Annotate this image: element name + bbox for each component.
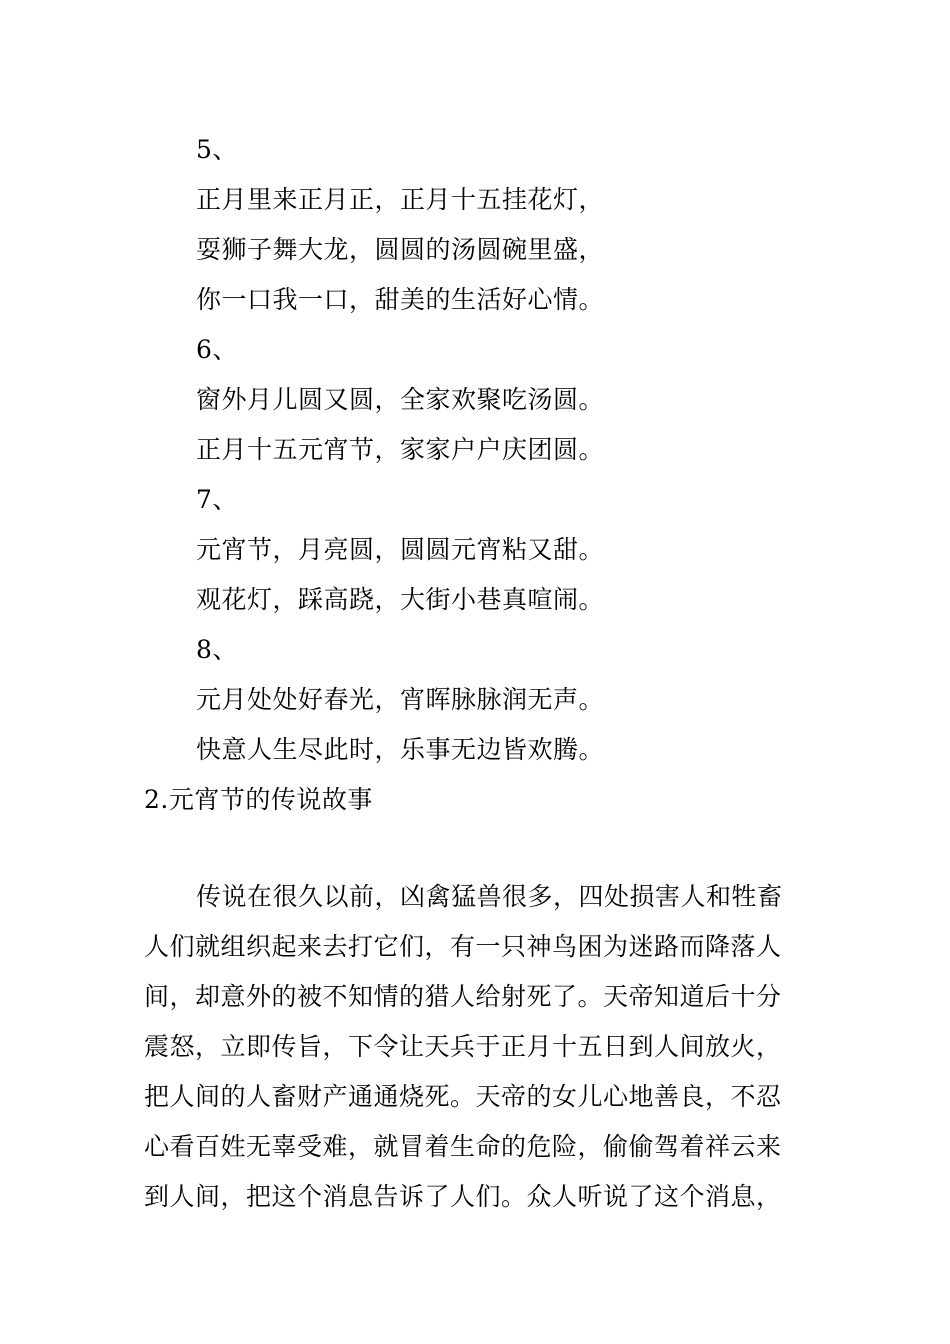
story-line: 到人间，把这个消息告诉了人们。众人听说了这个消息， [144, 1182, 782, 1211]
story-line: 心看百姓无辜受难，就冒着生命的危险，偷偷驾着祥云来 [144, 1132, 782, 1161]
poem-number: 6、 [196, 335, 238, 364]
story-line: 把人间的人畜财产通通烧死。天帝的女儿心地善良，不忍 [144, 1082, 782, 1111]
story-line: 间，却意外的被不知情的猎人给射死了。天帝知道后十分 [144, 982, 782, 1011]
poem-line: 元月处处好春光，宵晖脉脉润无声。 [196, 685, 605, 714]
poem-line: 耍狮子舞大龙，圆圆的汤圆碗里盛， [196, 235, 605, 264]
poem-line: 正月里来正月正，正月十五挂花灯， [196, 185, 605, 214]
story-line: 人们就组织起来去打它们，有一只神鸟困为迷路而降落人 [144, 932, 782, 961]
section-heading: 2.元宵节的传说故事 [144, 785, 373, 814]
story-line: 传说在很久以前，凶禽猛兽很多，四处损害人和牲畜 [196, 882, 783, 911]
poem-number: 5、 [196, 135, 238, 164]
poem-number: 7、 [196, 485, 238, 514]
poem-line: 窗外月儿圆又圆，全家欢聚吃汤圆。 [196, 385, 605, 414]
poem-number: 8、 [196, 635, 238, 664]
story-line: 震怒，立即传旨，下令让天兵于正月十五日到人间放火， [144, 1032, 782, 1061]
poem-line: 你一口我一口，甜美的生活好心情。 [196, 285, 605, 314]
poem-line: 快意人生尽此时，乐事无边皆欢腾。 [196, 735, 605, 764]
poem-line: 观花灯，踩高跷，大街小巷真喧闹。 [196, 585, 605, 614]
poem-line: 正月十五元宵节，家家户户庆团圆。 [196, 435, 605, 464]
poem-line: 元宵节，月亮圆，圆圆元宵粘又甜。 [196, 535, 605, 564]
